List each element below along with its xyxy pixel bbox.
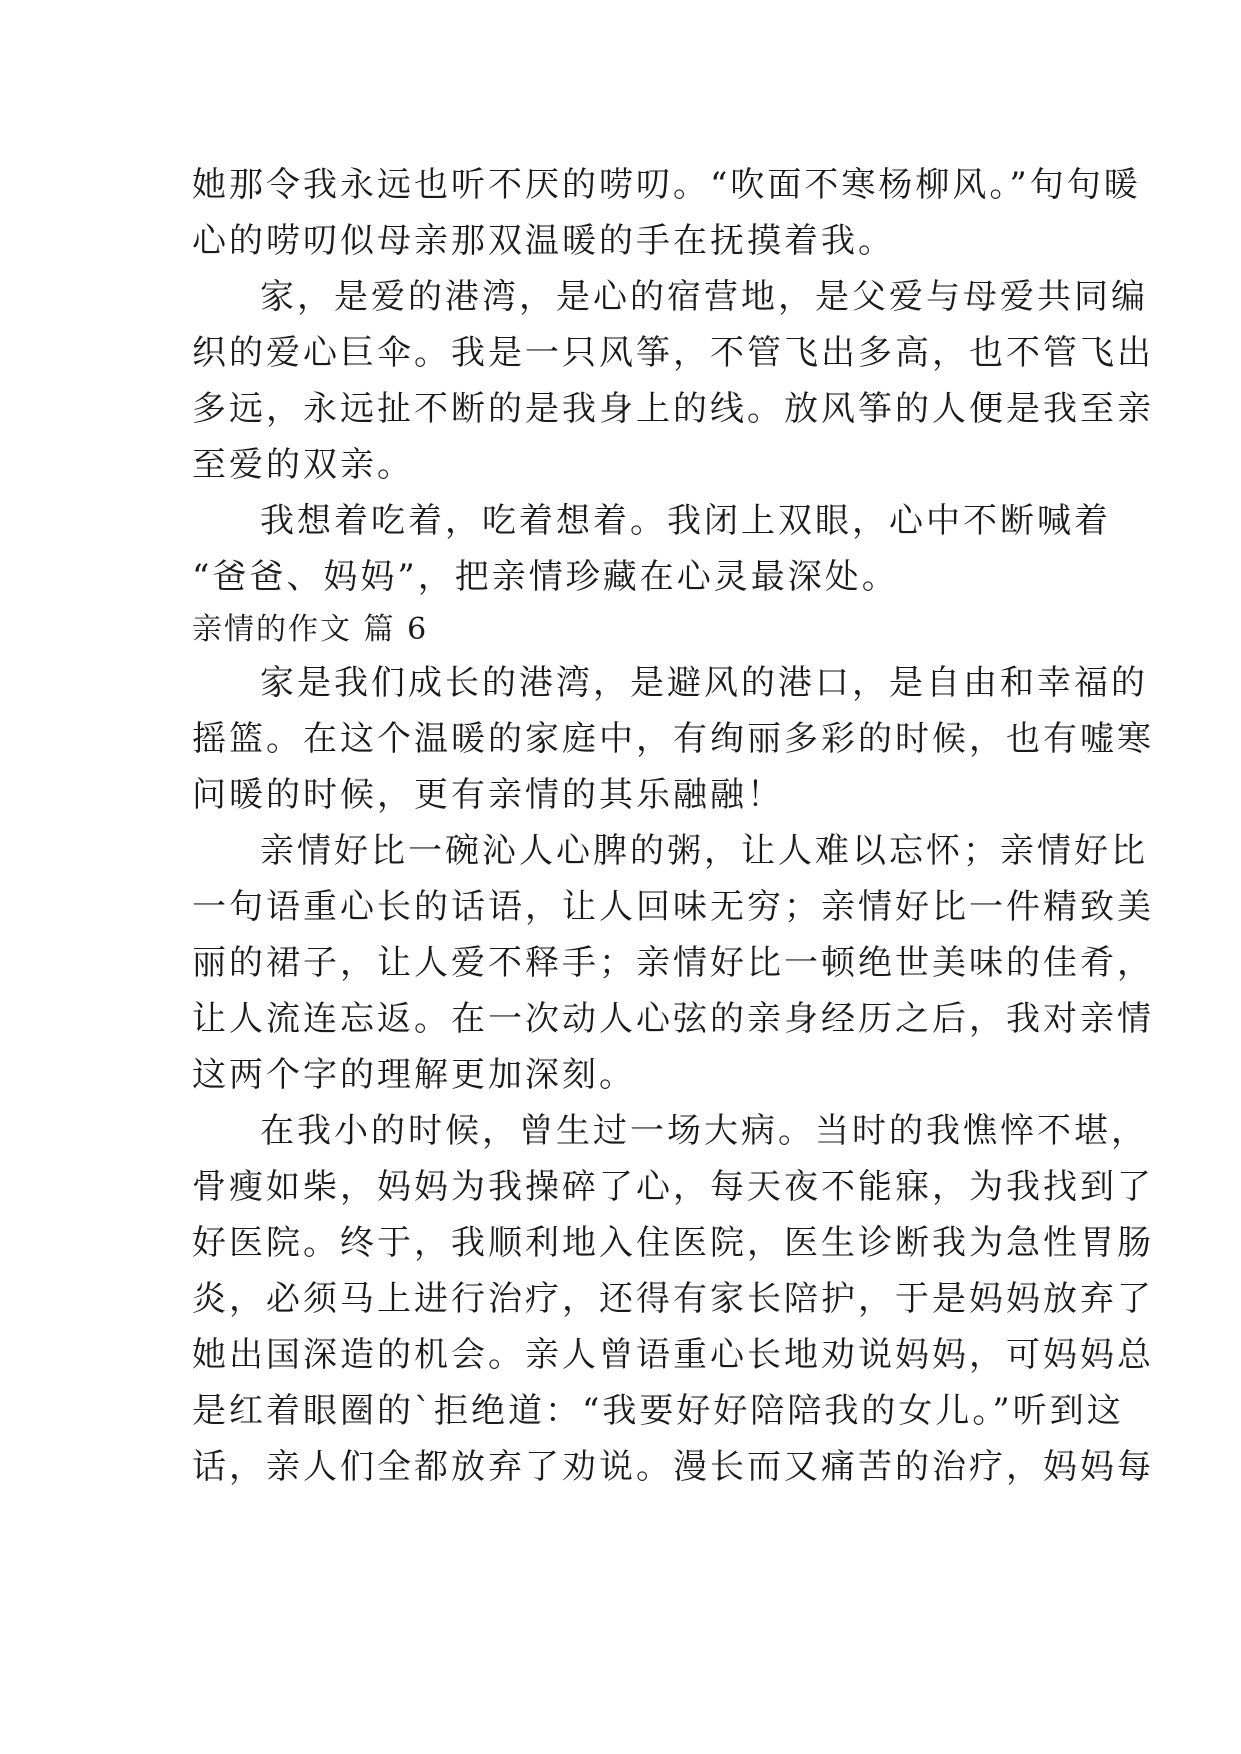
text-line: 是红着眼圈的`拒绝道：“我要好好陪陪我的女儿。”听到这 — [192, 1391, 1124, 1431]
text-line: 在我小的时候，曾生过一场大病。当时的我憔悴不堪， — [260, 1111, 1148, 1151]
text-line: 好医院。终于，我顺利地入住医院，医生诊断我为急性胃肠 — [192, 1223, 1154, 1263]
document-body — [192, 157, 1154, 1495]
text-line: 她出国深造的机会。亲人曾语重心长地劝说妈妈，可妈妈总 — [192, 1335, 1154, 1375]
text-line: 骨瘦如柴，妈妈为我操碎了心，每天夜不能寐，为我找到了 — [192, 1167, 1154, 1207]
text-line: 亲情好比一碗沁人心脾的粥，让人难以忘怀；亲情好比 — [260, 831, 1148, 871]
text-line: 多远，永远扯不断的是我身上的线。放风筝的人便是我至亲 — [192, 389, 1154, 429]
text-line: 心的唠叨似母亲那双温暖的手在抚摸着我。 — [192, 221, 895, 261]
text-line: 炎，必须马上进行治疗，还得有家长陪护，于是妈妈放弃了 — [192, 1279, 1154, 1319]
text-line: 丽的裙子，让人爱不释手；亲情好比一顿绝世美味的佳肴， — [192, 943, 1154, 983]
text-line: 让人流连忘返。在一次动人心弦的亲身经历之后，我对亲情 — [192, 999, 1154, 1039]
text-line: 一句语重心长的话语，让人回味无穷；亲情好比一件精致美 — [192, 887, 1154, 927]
text-line: 至爱的双亲。 — [192, 445, 414, 485]
section-heading: 亲情的作文 篇 6 — [192, 612, 429, 647]
text-line: 家是我们成长的港湾，是避风的港口，是自由和幸福的 — [260, 663, 1148, 703]
text-line: 这两个字的理解更加深刻。 — [192, 1055, 636, 1095]
text-line: 我想着吃着，吃着想着。我闭上双眼，心中不断喊着 — [260, 501, 1111, 541]
text-line: 家，是爱的港湾，是心的宿营地，是父爱与母爱共同编 — [260, 277, 1148, 317]
text-line: 话，亲人们全都放弃了劝说。漫长而又痛苦的治疗，妈妈每 — [192, 1447, 1154, 1487]
text-line: 她那令我永远也听不厌的唠叨。“吹面不寒杨柳风。”句句暖 — [192, 165, 1141, 205]
text-line: “爸爸、妈妈”，把亲情珍藏在心灵最深处。 — [192, 557, 899, 597]
text-line: 织的爱心巨伞。我是一只风筝，不管飞出多高，也不管飞出 — [192, 333, 1154, 373]
text-line: 摇篮。在这个温暖的家庭中，有绚丽多彩的时候，也有嘘寒 — [192, 719, 1154, 759]
text-line: 问暖的时候，更有亲情的其乐融融！ — [192, 775, 784, 815]
